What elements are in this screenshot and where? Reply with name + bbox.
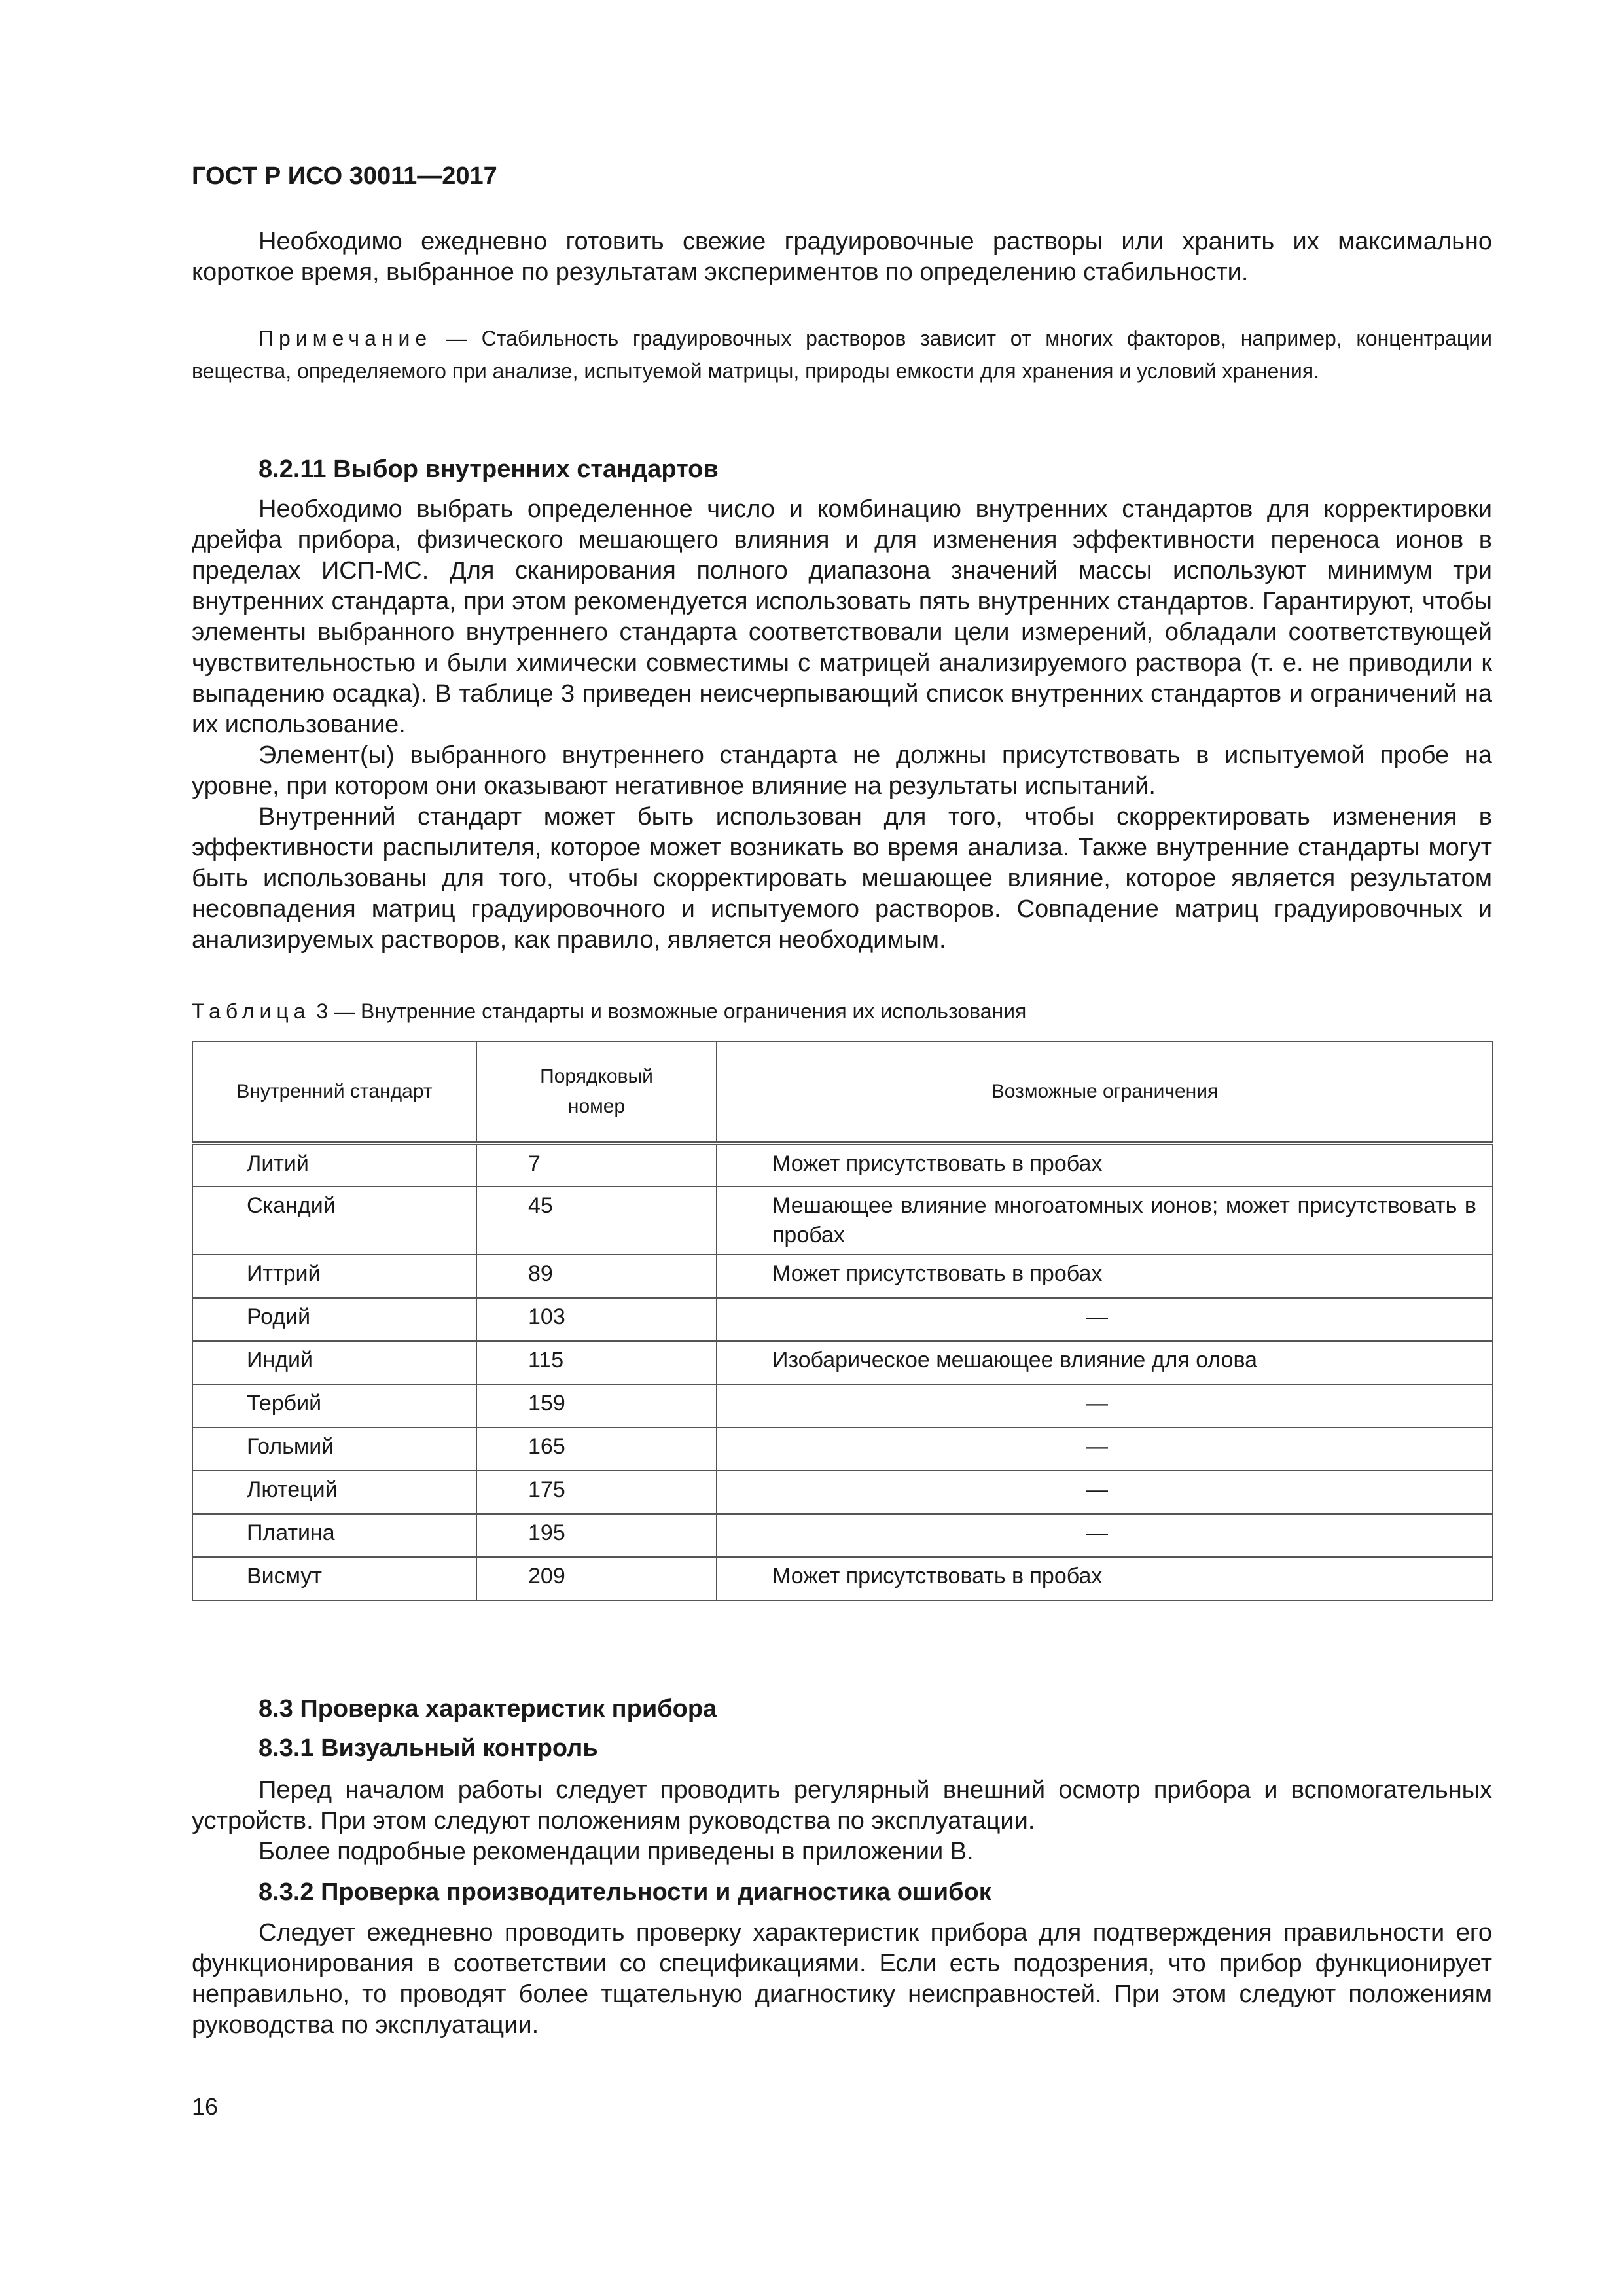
paragraph-performance-check: Следует ежедневно проводить проверку характеристик прибора для подтверждения правильности его функционирования в соответствии со спецификациями. Если есть подозрения, что прибор функционирует неправильно, то проводят более тщательную диагностику неисправностей. При этом следуют положениям руководства по эксплуатации. — [192, 1919, 1492, 2039]
table-row — [192, 1143, 1493, 1187]
section-8-2-11-heading: 8.2.11 Выбор внутренних стандартов — [259, 456, 719, 483]
table-row — [192, 1187, 1493, 1255]
table-row — [192, 1298, 1493, 1341]
cell-element: Платина — [192, 1514, 476, 1557]
section-8-2-11-body — [192, 494, 1492, 956]
cell-limitation: — — [717, 1384, 1493, 1427]
cell-element: Висмут — [192, 1557, 476, 1600]
cell-number: 7 — [476, 1143, 717, 1187]
table-caption-label: Таблица — [192, 999, 311, 1023]
cell-number: 159 — [476, 1384, 717, 1427]
cell-number: 45 — [476, 1187, 717, 1255]
cell-element: Лютеций — [192, 1471, 476, 1514]
section-8-3-heading: 8.3 Проверка характеристик прибора — [259, 1695, 717, 1723]
intro-text: Необходимо ежедневно готовить свежие градуировочные растворы или хранить их максимально короткое время, выбранное по результатам экспериментов по определению стабильности. — [192, 228, 1492, 286]
table-header-row — [192, 1041, 1493, 1143]
section-8-3-2-heading: 8.3.2 Проверка производительности и диагностика ошибок — [259, 1878, 991, 1906]
cell-number: 209 — [476, 1557, 717, 1600]
section-8-3-1-heading: 8.3.1 Визуальный контроль — [259, 1734, 598, 1762]
cell-number: 89 — [476, 1255, 717, 1298]
cell-number: 115 — [476, 1341, 717, 1384]
cell-number: 175 — [476, 1471, 717, 1514]
cell-limitation: Мешающее влияние многоатомных ионов; может присутствовать в пробах — [717, 1187, 1493, 1255]
cell-limitation: — — [717, 1514, 1493, 1557]
table-row — [192, 1255, 1493, 1298]
cell-number: 195 — [476, 1514, 717, 1557]
cell-element: Тербий — [192, 1384, 476, 1427]
header-possible-limitations: Возможные ограничения — [717, 1041, 1493, 1143]
table-3-caption — [192, 999, 1026, 1024]
table-row — [192, 1341, 1493, 1384]
cell-limitation: Может присутствовать в пробах — [717, 1255, 1493, 1298]
cell-limitation: Изобарическое мешающее влияние для олова — [717, 1341, 1493, 1384]
paragraph-visual-inspection: Перед началом работы следует проводить регулярный внешний осмотр прибора и вспомогательных устройств. При этом следуют положениям руководства по эксплуатации. — [192, 1776, 1492, 1835]
table-caption-text: 3 — Внутренние стандарты и возможные ограничения их использования — [310, 999, 1027, 1023]
cell-limitation: Может присутствовать в пробах — [717, 1557, 1493, 1600]
cell-limitation: — — [717, 1298, 1493, 1341]
section-8-3-2-body — [192, 1918, 1492, 2041]
table-row — [192, 1471, 1493, 1514]
header-internal-standard: Внутренний стандарт — [192, 1041, 476, 1143]
cell-element: Родий — [192, 1298, 476, 1341]
page-number: 16 — [192, 2093, 219, 2120]
table-row — [192, 1557, 1493, 1600]
table-row — [192, 1384, 1493, 1427]
paragraph-nebulizer-efficiency: Внутренний стандарт может быть использован для того, чтобы скорректировать изменения в эффективности распылителя, которое может возникать во время анализа. Также внутренние стандарты могут быть использованы для того, чтобы скорректировать мешающее влияние, которое является результатом несовпадения матриц градуировочного и испытуемого растворов. Совпадение матриц градуировочных и анализируемых растворов, как правило, является необходимым. — [192, 803, 1492, 954]
header-atomic-number: Порядковый номер — [476, 1041, 717, 1143]
table-3 — [192, 1041, 1493, 1601]
cell-element: Скандий — [192, 1187, 476, 1255]
cell-element: Литий — [192, 1143, 476, 1187]
paragraph-appendix-reference: Более подробные рекомендации приведены в приложении В. — [259, 1838, 974, 1865]
note-text: — Стабильность градуировочных растворов зависит от многих факторов, например, концентрации вещества, определяемого при анализе, испытуемой матрицы, природы емкости для хранения и условий хранения. — [192, 327, 1492, 383]
note-paragraph — [192, 322, 1492, 387]
cell-limitation: — — [717, 1427, 1493, 1471]
paragraph-internal-standards: Необходимо выбрать определенное число и комбинацию внутренних стандартов для корректировки дрейфа прибора, физического мешающего влияния и для изменения эффективности переноса ионов в пределах ИСП-МС. Для сканирования полного диапазона значений массы используют минимум три внутренних стандарта, при этом рекомендуется использовать пять внутренних стандартов. Гарантируют, чтобы элементы выбранного внутреннего стандарта соответствовали цели измерений, обладали соответствующей чувствительностью и были химически совместимы с матрицей анализируемого раствора (т. е. не приводили к выпадению осадка). В таблице 3 приведен неисчерпывающий список внутренних стандартов и ограничений на их использование. — [192, 495, 1492, 738]
cell-number: 165 — [476, 1427, 717, 1471]
cell-limitation: Может присутствовать в пробах — [717, 1143, 1493, 1187]
cell-element: Индий — [192, 1341, 476, 1384]
cell-element: Иттрий — [192, 1255, 476, 1298]
cell-limitation: — — [717, 1471, 1493, 1514]
intro-paragraph — [192, 226, 1492, 288]
cell-number: 103 — [476, 1298, 717, 1341]
note-label: Примечание — [259, 327, 433, 350]
cell-element: Гольмий — [192, 1427, 476, 1471]
section-8-3-1-body — [192, 1775, 1492, 1867]
document-header: ГОСТ Р ИСО 30011—2017 — [192, 162, 497, 190]
table-row — [192, 1514, 1493, 1557]
paragraph-sample-elements: Элемент(ы) выбранного внутреннего стандарта не должны присутствовать в испытуемой пробе на уровне, при котором они оказывают негативное влияние на результаты испытаний. — [192, 742, 1492, 800]
table-row — [192, 1427, 1493, 1471]
